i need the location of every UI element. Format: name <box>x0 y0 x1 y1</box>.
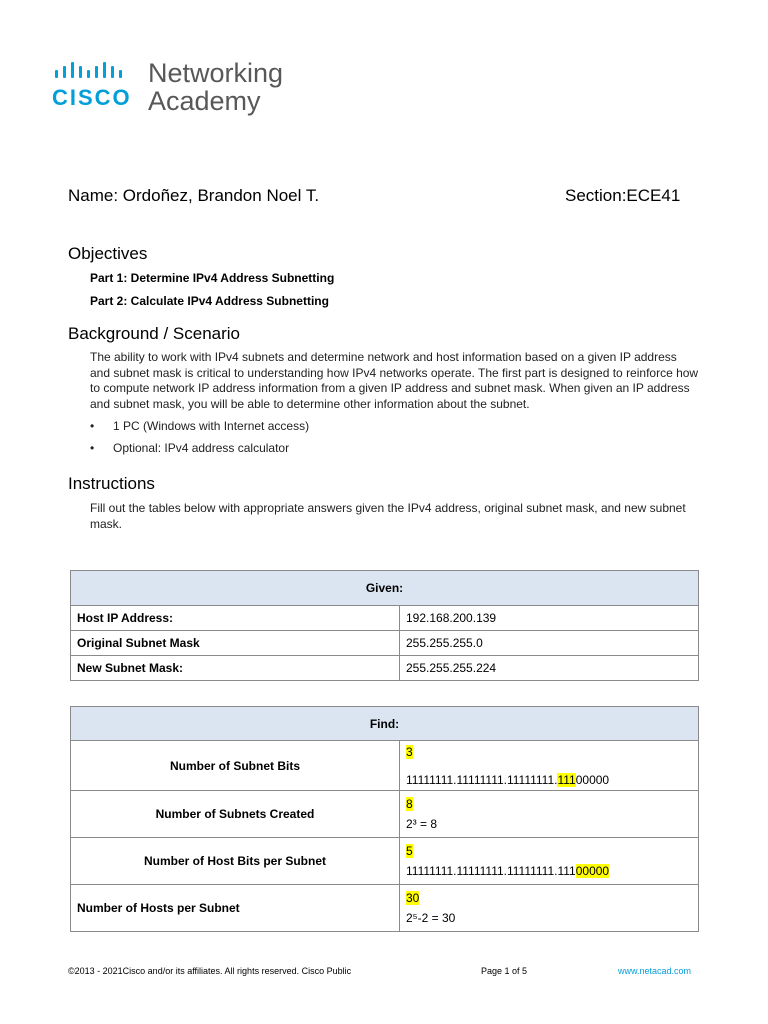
table-row: Original Subnet Mask 255.255.255.0 <box>71 631 699 656</box>
find-table-header: Find: <box>71 707 699 741</box>
table-row: Number of Subnets Created 8 2³ = 8 <box>71 791 699 838</box>
footer-link[interactable]: www.netacad.com <box>618 966 692 976</box>
instructions-text: Fill out the tables below with appropriate answers given the IPv4 address, original subnet mask, and new subnet mask. <box>90 501 686 531</box>
objective-part-1: Part 1: Determine IPv4 Address Subnetting <box>90 271 335 285</box>
table-row: Number of Subnet Bits 3 11111111.11111111.11111111.11100000 <box>71 741 699 791</box>
cisco-logo <box>52 58 312 118</box>
bullet-icon: • <box>90 419 95 433</box>
logo-academy: Academy <box>148 86 261 116</box>
student-name: Name: Ordoñez, Brandon Noel T. <box>68 186 320 205</box>
answer-value: 8 <box>406 797 413 811</box>
bullet-icon: • <box>90 441 95 455</box>
background-heading: Background / Scenario <box>68 324 240 343</box>
instructions-heading: Instructions <box>68 474 155 493</box>
table-row: Number of Hosts per Subnet 30 2⁵-2 = 30 <box>71 885 699 932</box>
given-table-header: Given: <box>71 571 699 606</box>
answer-value: 5 <box>406 844 413 858</box>
table-row: Host IP Address: 192.168.200.139 <box>71 606 699 631</box>
table-row: New Subnet Mask: 255.255.255.224 <box>71 656 699 681</box>
section-label: Section:ECE41 <box>565 186 681 205</box>
cisco-wordmark: CISCO <box>52 85 132 110</box>
answer-value: 3 <box>406 744 413 759</box>
logo-networking: Networking <box>148 58 284 88</box>
background-text: The ability to work with IPv4 subnets and determine network and host information based on a given IP address and subnet mask is critical to understanding how IPv4 networks operate. The first part is designed to reinforce how to compute network IP address information from a given IP address and subnet mask. When given an IP address and subnet mask, you will be able to determine other information about the subnet. <box>90 350 699 411</box>
footer-page-number: Page 1 of 5 <box>481 966 528 976</box>
answer-value: 30 <box>406 891 420 905</box>
find-table <box>70 706 699 932</box>
given-table <box>70 570 699 681</box>
footer-copyright: ©2013 - 2021Cisco and/or its affiliates. All rights reserved. Cisco Public <box>68 966 352 976</box>
table-row: Number of Host Bits per Subnet 5 11111111.11111111.11111111.11100000 <box>71 838 699 885</box>
objectives-heading: Objectives <box>68 244 148 263</box>
objective-part-2: Part 2: Calculate IPv4 Address Subnetting <box>90 294 329 308</box>
